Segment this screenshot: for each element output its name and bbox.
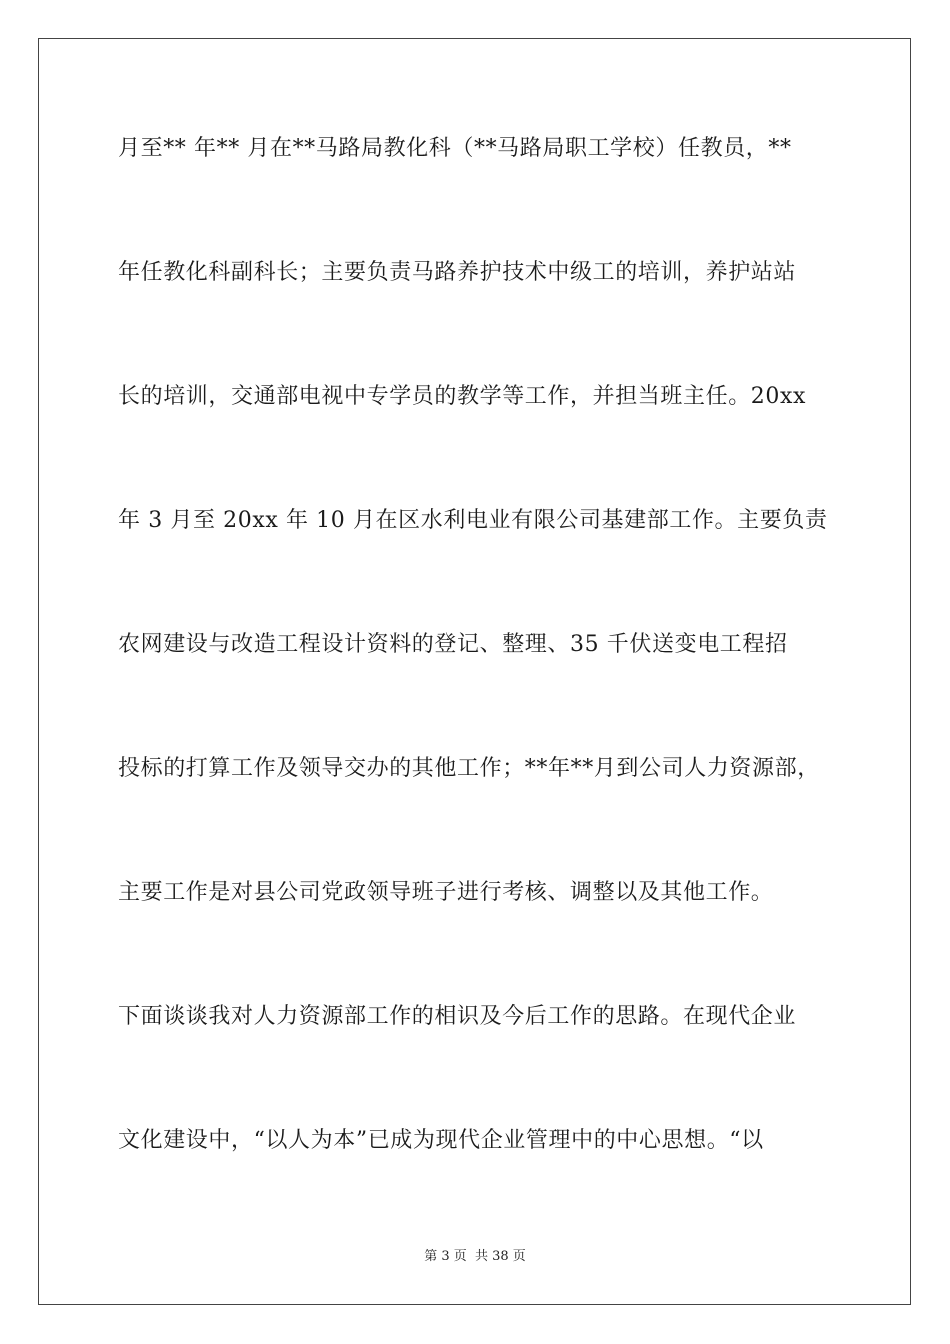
text-line: 文化建设中，“以人为本”已成为现代企业管理中的中心思想。“以 [118,1128,764,1153]
text-line: 年任教化科副科长；主要负责马路养护技术中级工的培训，养护站站 [118,260,797,285]
text-line: 主要工作是对县公司党政领导班子进行考核、调整以及其他工作。 [118,880,774,905]
text-line: 下面谈谈我对人力资源部工作的相识及今后工作的思路。在现代企业 [118,1004,797,1029]
page-number: 第 3 页 [424,1249,467,1264]
text-line: 投标的打算工作及领导交办的其他工作；**年**月到公司人力资源部， [118,756,820,781]
page-border [38,38,911,1305]
text-line: 长的培训，交通部电视中专学员的教学等工作，并担当班主任。20xx [118,384,807,409]
page-total: 共 38 页 [474,1249,526,1264]
text-line: 年 3 月至 20xx 年 10 月在区水利电业有限公司基建部工作。主要负责 [118,508,828,533]
text-line: 农网建设与改造工程设计资料的登记、整理、35 千伏送变电工程招 [118,632,788,657]
text-line: 月至** 年** 月在**马路局教化科（**马路局职工学校）任教员，** [118,136,792,161]
page-footer [0,1248,950,1266]
